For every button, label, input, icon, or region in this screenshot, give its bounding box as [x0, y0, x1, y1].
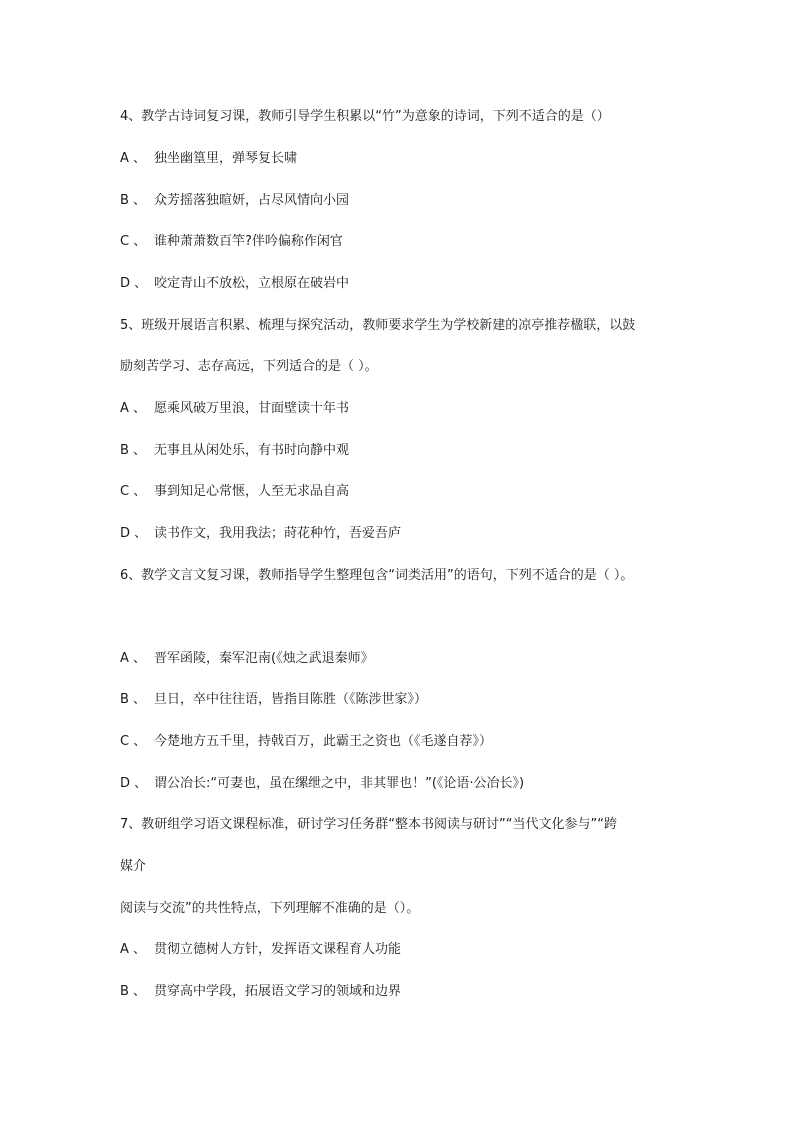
- question-4-option-c: [120, 233, 343, 251]
- option-letter: C 、: [120, 484, 147, 499]
- option-text: 无事且从闲处乐，有书时向静中观: [154, 443, 350, 458]
- option-letter: A 、: [120, 151, 147, 166]
- question-6-option-b: [120, 691, 427, 709]
- question-6-stem: 6、教学文言文复习课，教师指导学生整理包含“词类活用”的语句，下列不适合的是（ ）。: [120, 568, 634, 583]
- question-6-option-c: [120, 733, 492, 751]
- option-text: 贯穿高中学段，拓展语文学习的领域和边界: [154, 984, 402, 999]
- option-text: 谁种萧萧数百竿?伴吟偏称作闲官: [154, 234, 343, 249]
- question-7-option-a: [120, 941, 401, 959]
- question-6-option-d: [120, 775, 524, 793]
- option-letter: B 、: [120, 193, 147, 208]
- question-4-stem: 4、教学古诗词复习课，教师引导学生积累以“竹”为意象的诗词，下列不适合的是（）: [120, 109, 610, 124]
- option-letter: B 、: [120, 984, 147, 999]
- option-text: 愿乘风破万里浪，甘面壁读十年书: [154, 401, 350, 416]
- option-text: 读书作文，我用我法；莳花种竹，吾爱吾庐: [154, 526, 402, 541]
- option-text: 旦日，卒中往往语，皆指目陈胜（《陈涉世家》）: [154, 692, 428, 707]
- question-5-stem-line-2: 励刻苦学习、志存高远，下列适合的是（ ）。: [120, 359, 378, 374]
- question-7-stem-line-1: 7、教研组学习语文课程标准，研讨学习任务群“整本书阅读与研讨”“当代文化参与”“跨: [120, 817, 617, 832]
- option-text: 独坐幽篁里，弹琴复长啸: [154, 151, 298, 166]
- option-text: 今楚地方五千里，持戟百万，此霸王之资也（《毛遂自荐》）: [154, 734, 493, 749]
- question-7-stem-line-3: 阅读与交流”的共性特点，下列理解不准确的是（）。: [120, 901, 420, 916]
- option-letter: D 、: [120, 526, 148, 541]
- option-text: 事到知足心常惬，人至无求品自高: [154, 484, 350, 499]
- option-letter: A 、: [120, 651, 147, 666]
- option-text: 晋军函陵，秦军氾南(《烛之武退秦师》: [154, 651, 374, 666]
- question-5-option-d: [120, 525, 401, 543]
- option-letter: C 、: [120, 234, 147, 249]
- option-letter: A 、: [120, 401, 147, 416]
- question-5-option-c: [120, 483, 349, 501]
- question-4-option-b: [120, 192, 349, 210]
- question-6-option-a: [120, 650, 374, 668]
- question-4-option-d: [120, 275, 349, 293]
- option-text: 贯彻立德树人方针，发挥语文课程育人功能: [154, 942, 402, 957]
- question-7-option-b: [120, 983, 401, 1001]
- option-text: 咬定青山不放松，立根原在破岩中: [154, 276, 350, 291]
- question-7-stem-line-2: 媒介: [120, 859, 147, 874]
- option-letter: B 、: [120, 692, 147, 707]
- option-letter: D 、: [120, 776, 148, 791]
- option-letter: A 、: [120, 942, 147, 957]
- question-5-option-a: [120, 400, 349, 418]
- option-letter: C 、: [120, 734, 147, 749]
- option-text: 谓公冶长:“可妻也，虽在缧绁之中，非其罪也！”(《论语·公冶长》): [154, 776, 525, 791]
- option-letter: D 、: [120, 276, 148, 291]
- question-5-option-b: [120, 442, 349, 460]
- question-5-stem-line-1: 5、班级开展语言积累、梳理与探究活动，教师要求学生为学校新建的凉亭推荐楹联，以鼓: [120, 318, 636, 333]
- question-4-option-a: [120, 150, 297, 168]
- option-letter: B 、: [120, 443, 147, 458]
- option-text: 众芳摇落独暄妍，占尽风情向小园: [154, 193, 350, 208]
